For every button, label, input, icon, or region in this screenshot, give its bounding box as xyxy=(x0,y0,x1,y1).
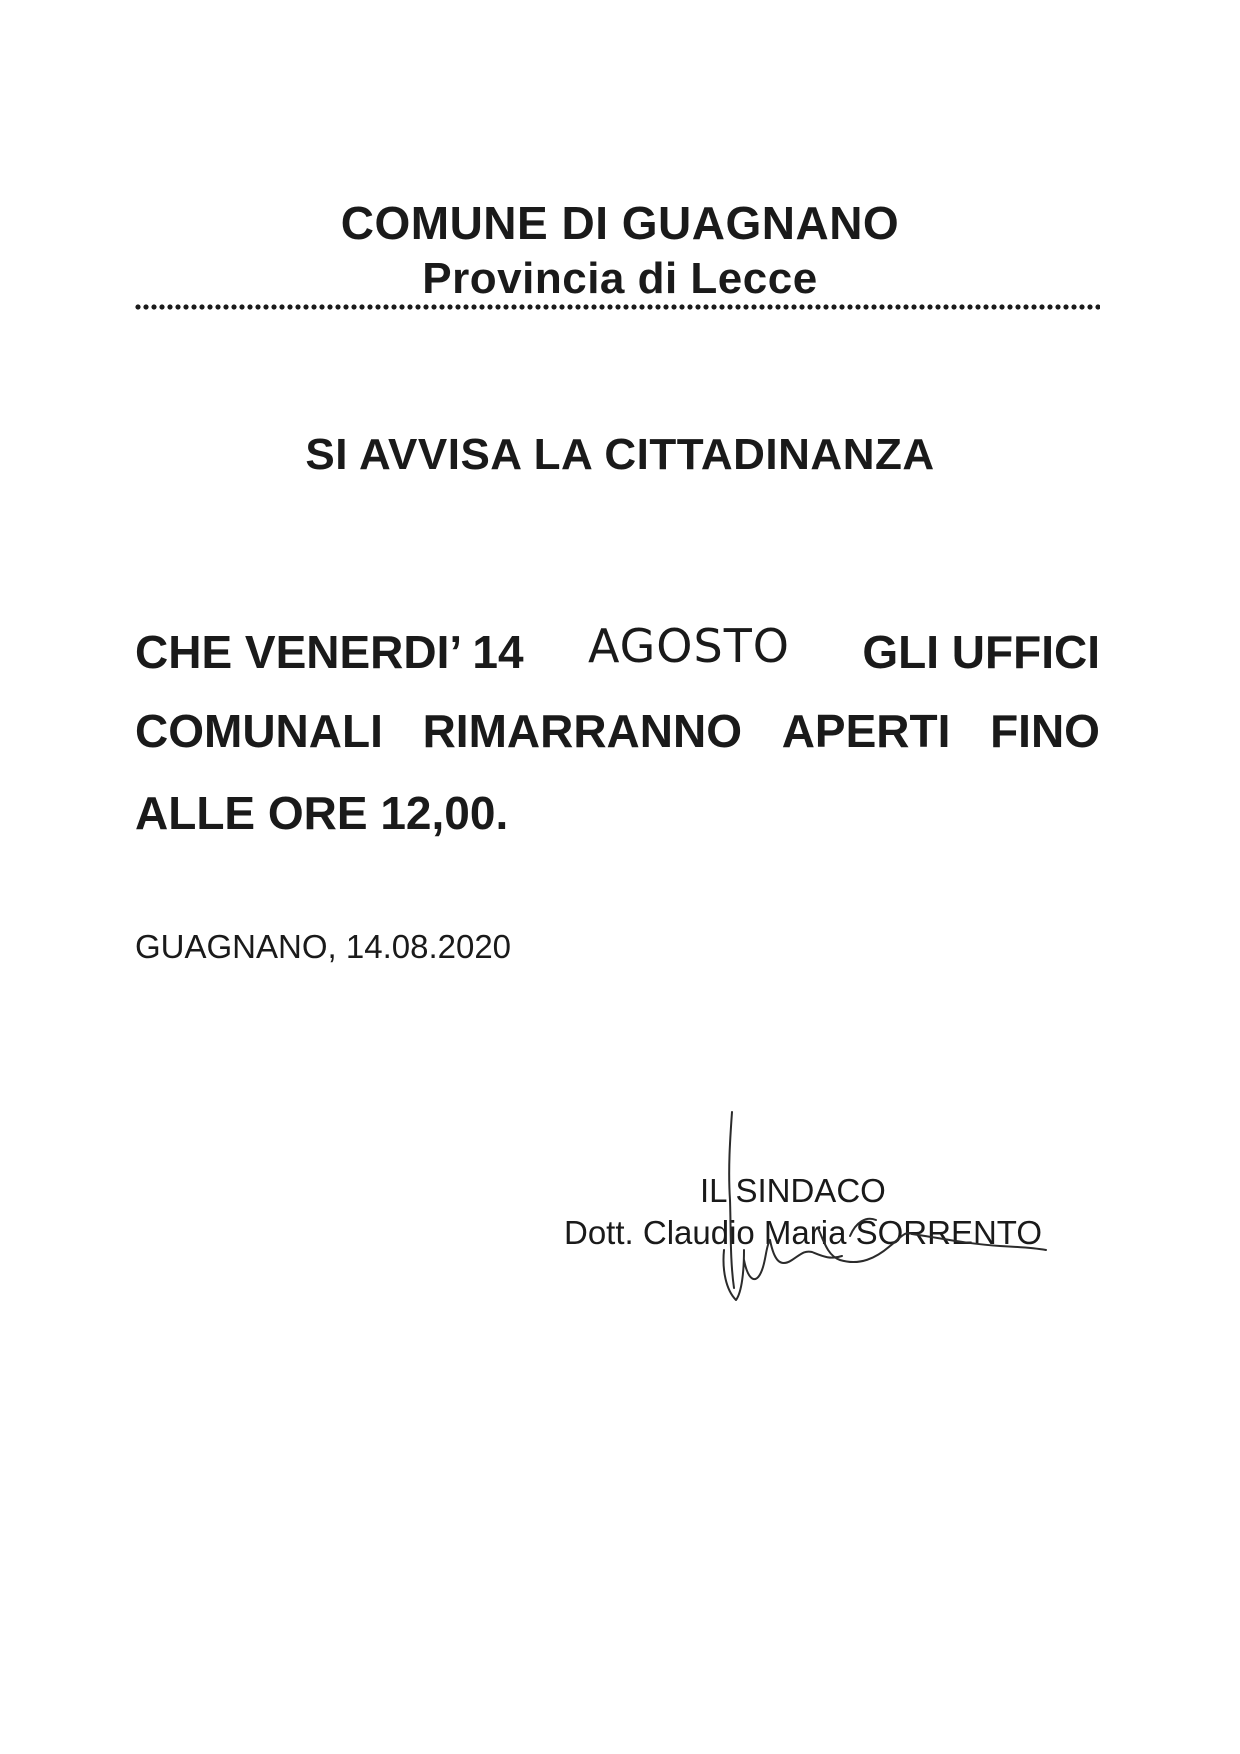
province-subtitle: Provincia di Lecce xyxy=(422,254,818,303)
notice-body-line-3: ALLE ORE 12,00. xyxy=(135,787,509,839)
signatory-name: Dott. Claudio Maria SORRENTO xyxy=(564,1214,1043,1251)
notice-word: COMUNALI xyxy=(135,705,383,757)
notice-month: AGOSTO xyxy=(588,619,791,673)
notice-body-line-2 xyxy=(135,704,1100,758)
notice-word: FINO xyxy=(990,705,1100,757)
handwritten-signature xyxy=(700,1110,1060,1320)
notice-word: APERTI xyxy=(781,705,951,757)
notice-word: RIMARRANNO xyxy=(422,705,742,757)
notice-line1-end: GLI UFFICI xyxy=(862,626,1100,678)
place-and-date: GUAGNANO, 14.08.2020 xyxy=(135,928,512,965)
notice-line1-start: CHE VENERDI’ 14 xyxy=(135,626,524,678)
signatory-role: IL SINDACO xyxy=(700,1172,886,1209)
notice-title: SI AVVISA LA CITTADINANZA xyxy=(305,430,935,479)
municipality-title: COMUNE DI GUAGNANO xyxy=(340,197,900,249)
dotted-separator xyxy=(134,304,1100,310)
